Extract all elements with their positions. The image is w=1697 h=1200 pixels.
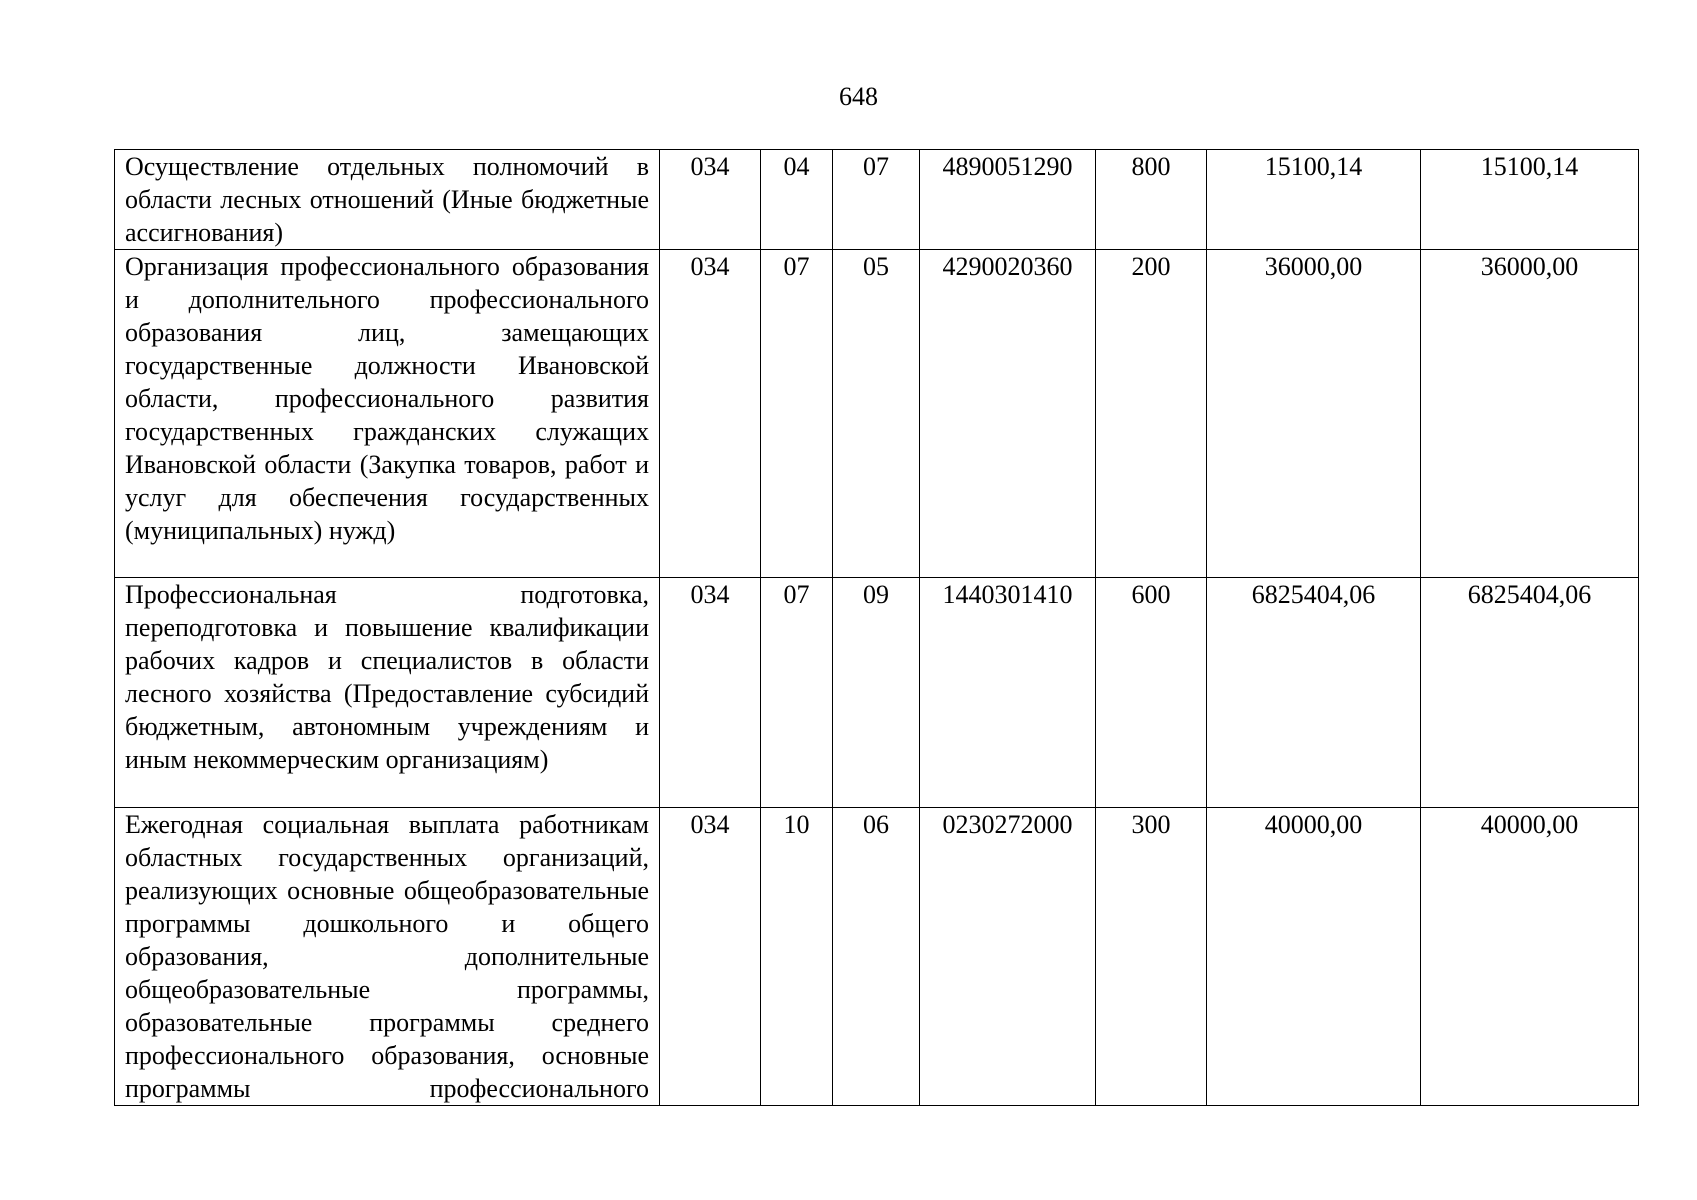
subsection-code-cell: 05 [833,250,920,578]
section-code-cell: 10 [761,808,833,1106]
table-row [115,808,1639,1106]
amount-cell: 36000,00 [1421,250,1639,578]
ministry-code-cell: 034 [660,150,761,250]
target-article-cell: 1440301410 [920,578,1096,808]
target-article-cell: 0230272000 [920,808,1096,1106]
ministry-code-cell: 034 [660,578,761,808]
target-article-cell: 4290020360 [920,250,1096,578]
amount-cell: 6825404,06 [1207,578,1421,808]
ministry-code-cell: 034 [660,250,761,578]
expense-type-cell: 300 [1096,808,1207,1106]
subsection-code-cell: 09 [833,578,920,808]
section-code-cell: 07 [761,578,833,808]
amount-cell: 15100,14 [1207,150,1421,250]
row-description: Организация профессионального образования и дополнительного профессионального образования лиц, замещающих государственные должности Ивановской области, профессионального развития государственных гражданских служащих Ивановской области (Закупка товаров, работ и услуг для обеспечения государственных (муниципальных) нужд) [115,250,660,578]
budget-table [114,149,1639,1106]
section-code-cell: 07 [761,250,833,578]
expense-type-cell: 200 [1096,250,1207,578]
page-number: 648 [839,82,878,111]
subsection-code-cell: 06 [833,808,920,1106]
table-row [115,578,1639,808]
row-description: Профессиональная подготовка, переподготовка и повышение квалификации рабочих кадров и специалистов в области лесного хозяйства (Предоставление субсидий бюджетным, автономным учреждениям и иным некоммерческим организациям) [115,578,660,808]
row-description: Ежегодная социальная выплата работникам областных государственных организаций, реализующих основные общеобразовательные программы дошкольного и общего образования, дополнительные общеобразовательные программы, образовательные программы среднего профессионального образования, основные программы профессионального [115,808,660,1106]
section-code-cell: 04 [761,150,833,250]
table-row [115,250,1639,578]
ministry-code-cell: 034 [660,808,761,1106]
table-row [115,150,1639,250]
amount-cell: 40000,00 [1207,808,1421,1106]
target-article-cell: 4890051290 [920,150,1096,250]
expense-type-cell: 600 [1096,578,1207,808]
amount-cell: 40000,00 [1421,808,1639,1106]
expense-type-cell: 800 [1096,150,1207,250]
row-description: Осуществление отдельных полномочий в области лесных отношений (Иные бюджетные ассигнования) [115,150,660,250]
amount-cell: 15100,14 [1421,150,1639,250]
amount-cell: 36000,00 [1207,250,1421,578]
subsection-code-cell: 07 [833,150,920,250]
amount-cell: 6825404,06 [1421,578,1639,808]
